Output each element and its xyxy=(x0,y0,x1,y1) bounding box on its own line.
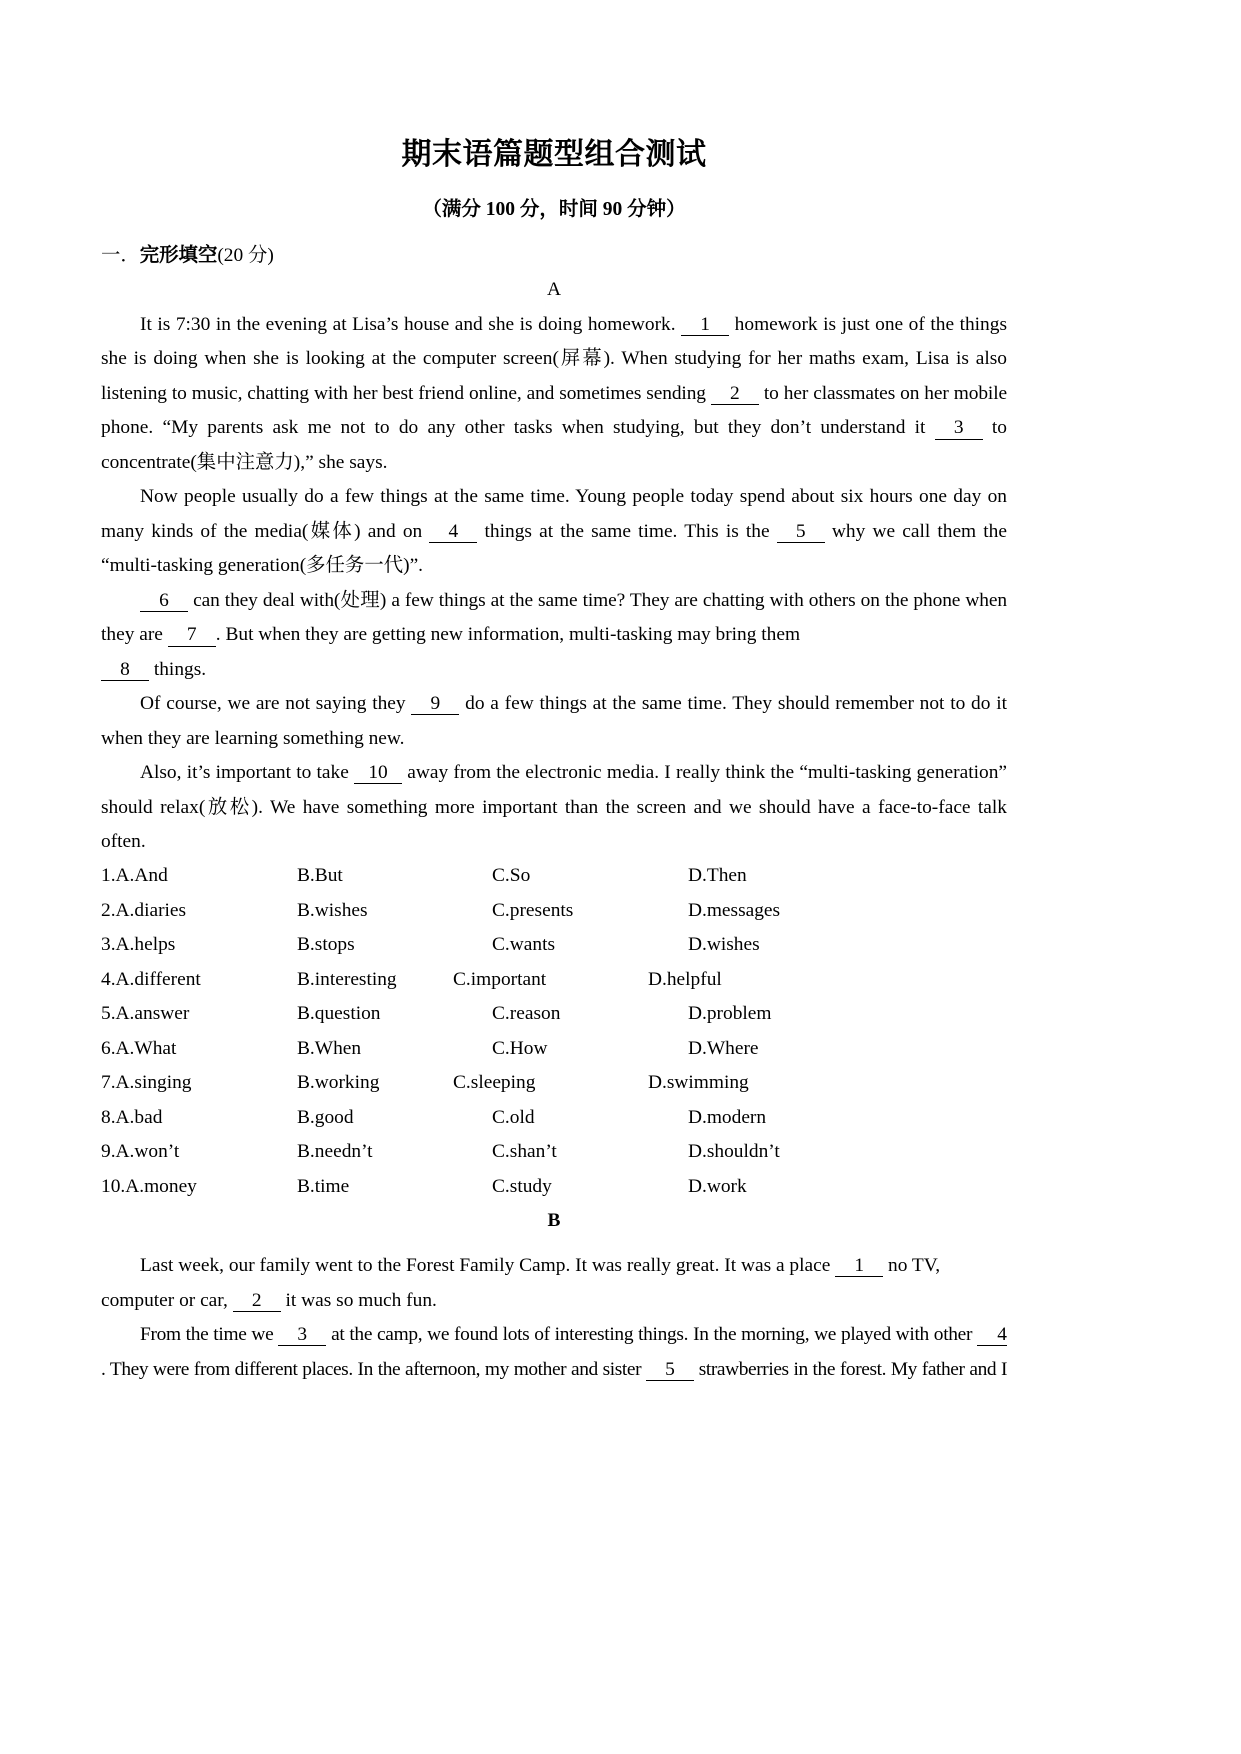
part-label-b: B xyxy=(547,1210,561,1232)
option-row xyxy=(101,963,1007,997)
question-number: 7. xyxy=(101,1072,116,1094)
text-line xyxy=(101,1353,1007,1387)
line-text: to her classmates on her mobile xyxy=(758,382,1008,404)
text-line xyxy=(101,584,1007,618)
answer-blank: 1 xyxy=(681,315,729,336)
text-line xyxy=(101,411,1007,445)
paragraph xyxy=(101,1249,1007,1318)
option-b: B.needn’t xyxy=(297,1141,373,1163)
answer-blank: 9 xyxy=(411,694,459,715)
option-a: A.bad xyxy=(115,1106,163,1128)
answer-blank: 2 xyxy=(233,1291,281,1312)
section-heading xyxy=(101,239,1007,273)
question-number: 4. xyxy=(101,968,116,990)
option-row xyxy=(101,1101,1007,1135)
option-b: B.wishes xyxy=(297,899,368,921)
line-text: phone. “My parents ask me not to do any other tasks when studying, but they don’t understand it xyxy=(101,417,935,439)
answer-blank: 1 xyxy=(835,1256,883,1277)
line-text: away from the electronic media. I really think the “multi-tasking generation” xyxy=(402,762,1007,784)
option-d: D.wishes xyxy=(688,934,760,956)
answer-blank: 3 xyxy=(278,1325,326,1346)
answer-blank: 6 xyxy=(140,591,188,612)
option-c: C.presents xyxy=(492,899,574,921)
option-b: B.stops xyxy=(297,934,355,956)
part-label-a: A xyxy=(546,279,561,301)
option-a-cell xyxy=(101,894,186,928)
line-text: do a few things at the same time. They should remember not to do it xyxy=(459,693,1007,715)
question-number: 1. xyxy=(101,865,116,887)
line-text: Last week, our family went to the Forest Family Camp. It was really great. It was a place xyxy=(140,1255,836,1277)
answer-blank: 4 xyxy=(977,1325,1007,1346)
exam-body xyxy=(101,239,1007,1387)
text-line xyxy=(101,377,1007,411)
option-a-cell xyxy=(101,928,175,962)
line-text: when they are learning something new. xyxy=(101,727,405,749)
text-line xyxy=(101,618,1007,652)
option-b: B.question xyxy=(297,1003,381,1025)
question-number: 9. xyxy=(101,1141,116,1163)
line-text: should relax(放松). We have something more important than the screen and we should have a face-to-face talk xyxy=(101,796,1007,818)
line-text: things. xyxy=(149,658,207,680)
text-line xyxy=(101,446,1007,480)
line-text: to xyxy=(982,417,1007,439)
text-line xyxy=(101,756,1007,790)
option-a: A.won’t xyxy=(115,1141,180,1163)
options-table xyxy=(101,859,1007,1204)
option-a: A.different xyxy=(115,968,201,990)
section-number: 一． xyxy=(101,245,140,266)
option-a-cell xyxy=(101,1101,162,1135)
option-c: C.shan’t xyxy=(492,1141,557,1163)
answer-blank: 7 xyxy=(168,625,216,646)
text-line xyxy=(101,825,1007,859)
line-text: often. xyxy=(101,830,146,852)
text-line xyxy=(101,549,1007,583)
paragraph xyxy=(101,480,1007,583)
option-d: D.problem xyxy=(688,1003,772,1025)
option-d: D.Where xyxy=(688,1037,759,1059)
line-text: she is doing when she is looking at the computer screen(屏幕). When studying for her maths exam, Lisa is also xyxy=(101,348,1007,370)
line-text: Also, it’s important to take xyxy=(140,762,355,784)
question-number: 5. xyxy=(101,1003,116,1025)
option-b: B.But xyxy=(297,865,343,887)
option-a: A.answer xyxy=(115,1003,190,1025)
option-d: D.messages xyxy=(688,899,781,921)
option-row xyxy=(101,894,1007,928)
text-line xyxy=(101,1249,1007,1283)
option-a: A.diaries xyxy=(115,899,187,921)
paragraph xyxy=(101,687,1007,756)
line-text: concentrate(集中注意力),” she says. xyxy=(101,451,388,473)
text-line xyxy=(101,480,1007,514)
line-text: no TV, xyxy=(883,1255,941,1277)
option-row xyxy=(101,928,1007,962)
line-text: “multi-tasking generation(多任务一代)”. xyxy=(101,555,424,577)
text-line xyxy=(101,1284,1007,1318)
question-number: 3. xyxy=(101,934,116,956)
option-a: A.What xyxy=(115,1037,177,1059)
answer-blank: 5 xyxy=(777,522,825,543)
exam-subtitle: （满分 100 分，时间 90 分钟） xyxy=(422,199,686,220)
option-c: C.So xyxy=(492,865,531,887)
option-a: A.helps xyxy=(115,934,176,956)
option-d: D.helpful xyxy=(648,968,722,990)
line-text: Now people usually do a few things at the same time. Young people today spend about six hours one day on xyxy=(140,486,1007,508)
line-text: It is 7:30 in the evening at Lisa’s house and she is doing homework. xyxy=(140,313,682,335)
paragraph xyxy=(101,1318,1007,1387)
option-d: D.Then xyxy=(688,865,747,887)
option-c: C.wants xyxy=(492,934,556,956)
text-line xyxy=(101,308,1007,342)
answer-blank: 4 xyxy=(429,522,477,543)
question-number: 10. xyxy=(101,1175,126,1197)
answer-blank: 3 xyxy=(935,418,983,439)
option-row xyxy=(101,859,1007,893)
line-text: listening to music, chatting with her best friend online, and sometimes sending xyxy=(101,382,711,404)
paragraph xyxy=(101,756,1007,859)
option-a-cell xyxy=(101,1066,192,1100)
line-text: can they deal with(处理) a few things at the same time? They are chatting with others on the phone when xyxy=(188,589,1007,611)
line-text: strawberries in the forest. My father and I xyxy=(693,1358,1008,1380)
paragraph xyxy=(101,308,1007,480)
question-number: 8. xyxy=(101,1106,116,1128)
paragraph xyxy=(101,584,1007,687)
text-line xyxy=(101,653,1007,687)
line-text: at the camp, we found lots of interesting things. In the morning, we played with other xyxy=(326,1324,977,1346)
option-row xyxy=(101,1032,1007,1066)
option-c: C.reason xyxy=(492,1003,561,1025)
option-a: A.money xyxy=(125,1175,197,1197)
line-text: things at the same time. This is the xyxy=(477,520,777,542)
option-a-cell xyxy=(101,1032,176,1066)
option-a-cell xyxy=(101,963,201,997)
line-text: From the time we xyxy=(140,1324,279,1346)
option-row xyxy=(101,1066,1007,1100)
option-a-cell xyxy=(101,1170,197,1204)
line-text: they are xyxy=(101,624,168,646)
option-a-cell xyxy=(101,1135,179,1169)
passage-a xyxy=(101,308,1007,860)
line-text: homework is just one of the things xyxy=(729,313,1007,335)
option-c: C.study xyxy=(492,1175,552,1197)
option-c: C.important xyxy=(453,968,547,990)
line-text: . But when they are getting new information, multi-tasking may bring them xyxy=(215,624,801,646)
answer-blank: 10 xyxy=(354,763,402,784)
question-number: 2. xyxy=(101,899,116,921)
option-a-cell xyxy=(101,997,189,1031)
option-d: D.shouldn’t xyxy=(688,1141,780,1163)
question-number: 6. xyxy=(101,1037,116,1059)
option-b: B.interesting xyxy=(297,968,397,990)
line-text: computer or car, xyxy=(101,1289,233,1311)
line-text: many kinds of the media(媒体) and on xyxy=(101,520,430,542)
option-d: D.swimming xyxy=(648,1072,749,1094)
text-line xyxy=(101,342,1007,376)
line-text: Of course, we are not saying they xyxy=(140,693,412,715)
option-b: B.time xyxy=(297,1175,350,1197)
option-row xyxy=(101,997,1007,1031)
section-name: 完形填空 xyxy=(139,245,218,266)
text-line xyxy=(101,687,1007,721)
option-a: A.singing xyxy=(115,1072,192,1094)
option-a-cell xyxy=(101,859,168,893)
text-line xyxy=(101,722,1007,756)
text-line xyxy=(101,791,1007,825)
option-b: B.working xyxy=(297,1072,380,1094)
answer-blank: 2 xyxy=(711,384,759,405)
line-text: why we call them the xyxy=(824,520,1007,542)
text-line xyxy=(101,515,1007,549)
option-b: B.When xyxy=(297,1037,362,1059)
option-c: C.old xyxy=(492,1106,535,1128)
exam-title: 期末语篇题型组合测试 xyxy=(401,138,707,171)
text-line xyxy=(101,1318,1007,1352)
option-d: D.work xyxy=(688,1175,747,1197)
option-c: C.How xyxy=(492,1037,548,1059)
option-d: D.modern xyxy=(688,1106,767,1128)
option-row xyxy=(101,1135,1007,1169)
line-text: it was so much fun. xyxy=(280,1289,437,1311)
answer-blank: 8 xyxy=(101,660,149,681)
option-b: B.good xyxy=(297,1106,354,1128)
option-c: C.sleeping xyxy=(453,1072,536,1094)
passage-b xyxy=(101,1249,1007,1387)
answer-blank: 5 xyxy=(646,1360,694,1381)
section-score: (20 分) xyxy=(217,245,274,266)
option-row xyxy=(101,1170,1007,1204)
line-text: . They were from different places. In the afternoon, my mother and sister xyxy=(101,1358,646,1380)
option-a: A.And xyxy=(115,865,168,887)
